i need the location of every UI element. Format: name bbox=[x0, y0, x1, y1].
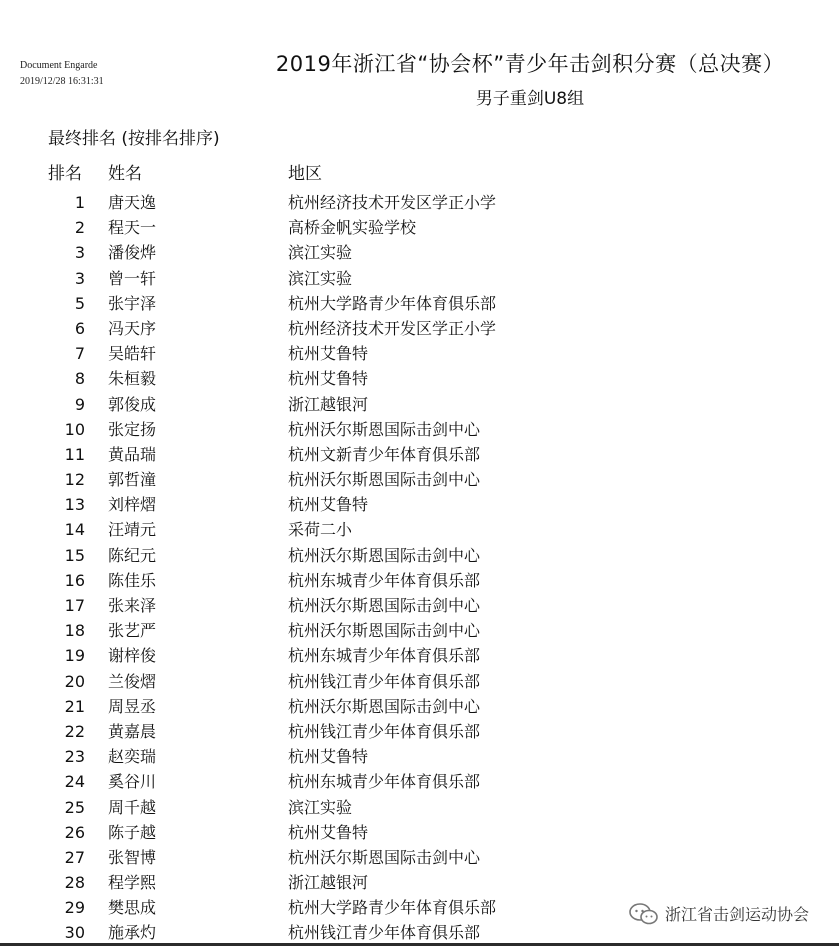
region-cell: 杭州经济技术开发区学正小学 bbox=[288, 193, 497, 212]
watermark bbox=[625, 900, 813, 927]
name-cell: 郭俊成 bbox=[108, 394, 157, 414]
name-cell: 樊思成 bbox=[108, 898, 157, 918]
name-cell: 刘梓熠 bbox=[108, 495, 157, 515]
name-cell: 黄嘉晨 bbox=[108, 721, 157, 741]
region-cell: 杭州钱江青少年体育俱乐部 bbox=[288, 721, 481, 741]
name-cell: 陈纪元 bbox=[108, 545, 157, 565]
table-row bbox=[0, 442, 839, 467]
table-header bbox=[0, 158, 839, 190]
table-row bbox=[0, 266, 839, 291]
region-cell: 浙江越银河 bbox=[288, 394, 369, 414]
region-cell: 杭州艾鲁特 bbox=[288, 344, 369, 364]
region-cell: 杭州东城青少年体育俱乐部 bbox=[288, 772, 481, 792]
name-cell: 程天一 bbox=[108, 218, 157, 238]
region-cell: 杭州艾鲁特 bbox=[288, 747, 369, 767]
table-row bbox=[0, 593, 839, 618]
table-row bbox=[0, 417, 839, 442]
region-cell: 杭州艾鲁特 bbox=[288, 495, 369, 515]
name-cell: 赵奕瑞 bbox=[108, 747, 157, 767]
region-cell: 杭州艾鲁特 bbox=[288, 822, 369, 842]
table-row bbox=[0, 492, 839, 517]
rank-cell: 6 bbox=[74, 318, 85, 338]
name-cell: 奚谷川 bbox=[108, 772, 157, 792]
name-cell: 朱桓毅 bbox=[108, 369, 157, 389]
event-subtitle: 男子重剑U8组 bbox=[475, 89, 585, 109]
region-cell: 杭州沃尔斯恩国际击剑中心 bbox=[288, 596, 481, 615]
name-cell: 郭哲潼 bbox=[108, 470, 157, 490]
rank-cell: 12 bbox=[64, 470, 85, 490]
name-cell: 潘俊烨 bbox=[108, 243, 157, 263]
table-row bbox=[0, 694, 839, 719]
program-name: Document Engarde bbox=[20, 60, 98, 71]
table-row bbox=[0, 820, 839, 845]
rank-cell: 8 bbox=[74, 369, 85, 389]
section-title: 最终排名 (按排名排序) bbox=[48, 129, 220, 149]
table-row bbox=[0, 618, 839, 643]
region-cell: 杭州经济技术开发区学正小学 bbox=[288, 318, 497, 338]
name-cell: 张宇泽 bbox=[108, 293, 157, 313]
region-cell: 杭州东城青少年体育俱乐部 bbox=[288, 570, 481, 590]
table-row bbox=[0, 870, 839, 895]
rank-cell: 21 bbox=[64, 696, 85, 716]
region-cell: 杭州沃尔斯恩国际击剑中心 bbox=[288, 621, 481, 641]
name-cell: 张定扬 bbox=[108, 419, 157, 439]
rank-cell: 19 bbox=[64, 646, 85, 666]
name-cell: 吴皓轩 bbox=[108, 344, 157, 364]
region-cell: 高桥金帆实验学校 bbox=[288, 218, 417, 238]
rank-cell: 2 bbox=[74, 218, 85, 238]
watermark-label: 浙江省击剑运动协会 bbox=[664, 905, 809, 924]
rank-cell: 29 bbox=[64, 898, 85, 918]
name-cell: 冯天序 bbox=[108, 318, 157, 338]
table-row bbox=[0, 316, 839, 341]
header-region: 地区 bbox=[288, 164, 322, 184]
timestamp: 2019/12/28 16:31:31 bbox=[20, 76, 104, 87]
name-cell: 陈佳乐 bbox=[108, 570, 157, 590]
bottom-divider bbox=[0, 943, 839, 946]
name-cell: 程学熙 bbox=[108, 873, 157, 893]
rank-cell: 9 bbox=[74, 394, 85, 414]
table-row bbox=[0, 190, 839, 215]
name-cell: 黄品瑞 bbox=[108, 444, 157, 464]
name-cell: 周千越 bbox=[108, 797, 157, 817]
name-cell: 张艺严 bbox=[108, 621, 157, 641]
rank-cell: 1 bbox=[74, 193, 85, 212]
region-cell: 采荷二小 bbox=[288, 520, 353, 540]
table-row bbox=[0, 769, 839, 794]
rank-cell: 13 bbox=[64, 495, 85, 515]
rank-cell: 7 bbox=[74, 344, 85, 364]
document-meta bbox=[20, 58, 104, 90]
name-cell: 唐天逸 bbox=[108, 193, 157, 212]
rank-cell: 24 bbox=[64, 772, 85, 792]
table-row bbox=[0, 543, 839, 568]
table-row bbox=[0, 341, 839, 366]
region-cell: 杭州沃尔斯恩国际击剑中心 bbox=[288, 545, 481, 565]
region-cell: 滨江实验 bbox=[288, 243, 353, 263]
region-cell: 杭州大学路青少年体育俱乐部 bbox=[288, 293, 497, 313]
region-cell: 杭州钱江青少年体育俱乐部 bbox=[288, 671, 481, 691]
rank-cell: 25 bbox=[64, 797, 85, 817]
rank-cell: 20 bbox=[64, 671, 85, 691]
region-cell: 杭州沃尔斯恩国际击剑中心 bbox=[288, 470, 481, 490]
name-cell: 兰俊熠 bbox=[108, 671, 157, 691]
region-cell: 杭州沃尔斯恩国际击剑中心 bbox=[288, 419, 481, 439]
region-cell: 杭州大学路青少年体育俱乐部 bbox=[288, 898, 497, 918]
name-cell: 汪靖元 bbox=[108, 520, 157, 540]
header-name: 姓名 bbox=[108, 164, 142, 184]
rank-cell: 15 bbox=[64, 545, 85, 565]
page-title: 2019年浙江省“协会杯”青少年击剑积分赛（总决赛） bbox=[275, 52, 785, 76]
name-cell: 张智博 bbox=[108, 847, 157, 867]
rank-cell: 16 bbox=[64, 570, 85, 590]
ranking-table bbox=[0, 158, 839, 946]
name-cell: 张来泽 bbox=[108, 596, 157, 615]
table-row bbox=[0, 795, 839, 820]
table-row bbox=[0, 719, 839, 744]
region-cell: 滨江实验 bbox=[288, 797, 353, 817]
wechat-icon bbox=[629, 903, 659, 925]
rank-cell: 30 bbox=[64, 923, 85, 943]
rank-cell: 10 bbox=[64, 419, 85, 439]
rank-cell: 5 bbox=[74, 293, 85, 313]
name-cell: 周昱丞 bbox=[108, 696, 157, 716]
rank-cell: 3 bbox=[74, 243, 85, 263]
table-row bbox=[0, 643, 839, 668]
name-cell: 曾一轩 bbox=[108, 268, 157, 288]
table-row bbox=[0, 467, 839, 492]
rank-cell: 22 bbox=[64, 721, 85, 741]
table-row bbox=[0, 744, 839, 769]
table-row bbox=[0, 240, 839, 265]
rank-cell: 14 bbox=[64, 520, 85, 540]
rank-cell: 27 bbox=[64, 847, 85, 867]
name-cell: 谢梓俊 bbox=[108, 646, 157, 666]
header-rank: 排名 bbox=[48, 164, 82, 184]
rank-cell: 23 bbox=[64, 747, 85, 767]
table-row bbox=[0, 669, 839, 694]
region-cell: 滨江实验 bbox=[288, 268, 353, 288]
rank-cell: 17 bbox=[64, 596, 85, 615]
table-row bbox=[0, 845, 839, 870]
rank-cell: 18 bbox=[64, 621, 85, 641]
table-row bbox=[0, 215, 839, 240]
table-row bbox=[0, 568, 839, 593]
name-cell: 陈子越 bbox=[108, 822, 157, 842]
rank-cell: 26 bbox=[64, 822, 85, 842]
region-cell: 杭州文新青少年体育俱乐部 bbox=[288, 444, 481, 464]
region-cell: 杭州沃尔斯恩国际击剑中心 bbox=[288, 696, 481, 716]
region-cell: 杭州东城青少年体育俱乐部 bbox=[288, 646, 481, 666]
table-row bbox=[0, 392, 839, 417]
table-row bbox=[0, 517, 839, 542]
region-cell: 浙江越银河 bbox=[288, 873, 369, 893]
rank-cell: 11 bbox=[64, 444, 85, 464]
table-body bbox=[0, 190, 839, 946]
region-cell: 杭州艾鲁特 bbox=[288, 369, 369, 389]
rank-cell: 28 bbox=[64, 873, 85, 893]
table-row bbox=[0, 366, 839, 391]
rank-cell: 3 bbox=[74, 268, 85, 288]
table-row bbox=[0, 291, 839, 316]
region-cell: 杭州沃尔斯恩国际击剑中心 bbox=[288, 847, 481, 867]
region-cell: 杭州钱江青少年体育俱乐部 bbox=[288, 923, 481, 943]
name-cell: 施承灼 bbox=[108, 923, 157, 943]
